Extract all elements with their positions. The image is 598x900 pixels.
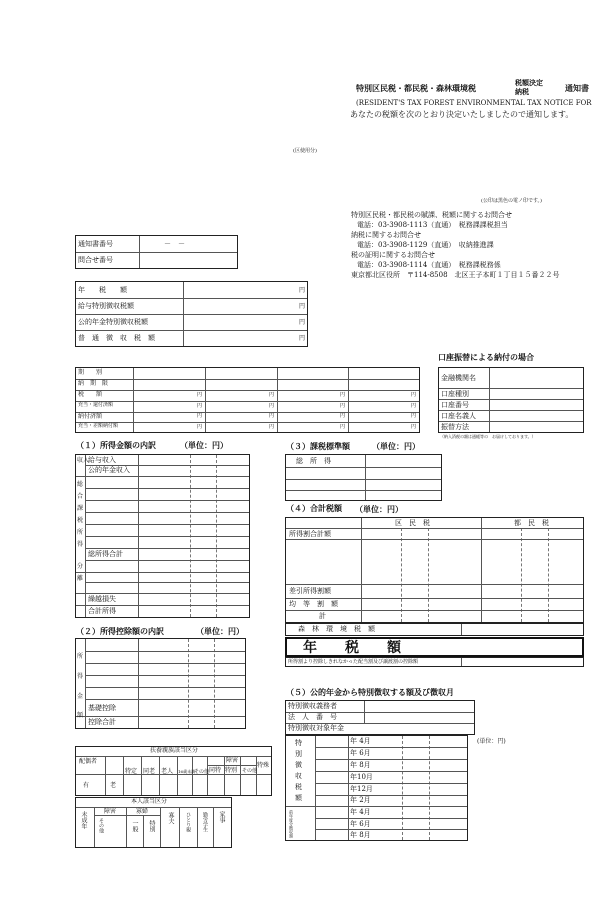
- disabled-label: 障害: [104, 808, 117, 815]
- personal-table: [75, 797, 232, 848]
- target-pension-label: 特別徴収対象年金: [288, 724, 344, 732]
- account-holder-label: 口座名義人: [441, 412, 476, 420]
- title-stack-bottom: 納税: [515, 87, 529, 96]
- tax-base-unit: （単位：円）: [372, 442, 420, 451]
- income-side-label: 得: [77, 541, 84, 548]
- account-type-label: 口座種別: [441, 390, 469, 398]
- yen-unit: 円: [411, 403, 417, 409]
- yen-unit: 円: [269, 413, 275, 419]
- pension-title: （５）公的年金から特別徴収する額及び徴収月: [286, 688, 454, 697]
- pension-header-table: [285, 700, 475, 735]
- other-label: その他: [194, 769, 210, 775]
- period-label: 期 別: [78, 369, 103, 376]
- yen-unit: 円: [197, 413, 203, 419]
- account-number-label: 口座番号: [441, 401, 469, 409]
- total-income-label: 総所得合計: [88, 550, 123, 558]
- transfer-method-label: 振替方法: [441, 423, 469, 431]
- ward-use-label: (区使用分): [293, 148, 317, 154]
- contact-line: 電話：03-3908-1129（直通） 収納推進課: [357, 241, 494, 249]
- corporate-number-label: 法 人 番 号: [288, 713, 337, 721]
- pension-side-label: 徴: [295, 761, 302, 769]
- pension-side-label: 額: [295, 794, 302, 802]
- deductions-unit: （単位：円）: [196, 627, 244, 636]
- month-label: 年 8月: [350, 831, 371, 839]
- income-table: [75, 454, 250, 618]
- yen-unit: 円: [269, 424, 275, 430]
- dividend-deduction-label: 所得割より控除しきれなかった配当割及び譲渡割の控除額: [288, 659, 419, 665]
- salary-withholding-label: 給与特別徴収税額: [78, 302, 134, 310]
- total-tax-unit: （単位：円）: [355, 505, 403, 514]
- yen-unit: 円: [299, 319, 306, 326]
- special-label: 特別: [225, 767, 238, 774]
- tax-amount-label: 税 額: [78, 391, 103, 398]
- dividend-deduction-row: [285, 657, 584, 667]
- deductions-side-label: 得: [77, 673, 84, 680]
- month-label: 年 4月: [350, 737, 371, 745]
- title-notice: 通知書: [565, 83, 589, 93]
- deductions-side-label: 所: [77, 653, 84, 660]
- seal-note: (公印は黒色の電ノ印です。): [481, 198, 543, 204]
- total-tax-title: （４）合計税額: [286, 504, 342, 513]
- contact-line: 特別区民税・都民税の賦課、税額に関するお問合せ: [351, 211, 512, 219]
- yen-unit: 円: [340, 392, 346, 398]
- disability-label: 障害: [226, 757, 239, 764]
- minor-label: 未成年: [80, 811, 87, 829]
- deductions-title: （２）所得控除額の内訳: [76, 627, 164, 636]
- contact-line: 税の証明に関するお問合せ: [351, 251, 435, 259]
- contact-line: 電話：03-3908-1114（直通） 税務課税務係: [357, 261, 501, 269]
- income-side-label: 所: [77, 529, 84, 536]
- pension-withholding-label: 公的年金特別徴収税額: [78, 318, 148, 326]
- yen-unit: 円: [299, 287, 306, 294]
- tax-base-table: [285, 454, 442, 501]
- forest-tax-label: 森 林 環 境 税 額: [298, 625, 375, 633]
- month-label: 年10月: [350, 773, 373, 781]
- income-side-label: 収入: [77, 457, 90, 464]
- net-income-levy-label: 差引所得割額: [289, 587, 331, 595]
- month-label: 年 6月: [350, 820, 371, 828]
- under16-label: 16歳未満: [178, 769, 196, 774]
- deductions-side-label: 額: [77, 712, 84, 719]
- income-levy-total-label: 所得割合計額: [289, 530, 331, 538]
- pension-months-table: [285, 735, 468, 841]
- inquiry-number-label: 問合せ番号: [78, 256, 113, 264]
- month-label: 年 2月: [350, 796, 371, 804]
- tax-base-title: （３）課税標準額: [286, 442, 350, 451]
- bank-name-label: 金融機関名: [441, 374, 476, 382]
- month-label: 年 4月: [350, 808, 371, 816]
- pension-income-label: 公的年金収入: [88, 466, 130, 474]
- notice-info-table: [75, 235, 238, 269]
- dependents-title: 扶養親族該当区分: [150, 747, 199, 754]
- yen-unit: 円: [197, 403, 203, 409]
- total-income-base-label: 総 所 得: [296, 457, 331, 465]
- tax-summary-table: [75, 281, 308, 347]
- metro-tax-header: 都 民 税: [514, 519, 549, 527]
- income-side-label: 総: [77, 481, 84, 488]
- yen-unit: 円: [340, 424, 346, 430]
- basic-deduction-label: 基礎控除: [88, 704, 116, 712]
- widower-label: 寡夫: [167, 812, 174, 824]
- other-personal-label: その他: [98, 818, 104, 833]
- bank-footnote: （納入済税の額は通帳等の お届けしております。）: [440, 434, 536, 439]
- annual-tax-big-label: 年 税 額: [303, 640, 401, 656]
- installment-table: [75, 367, 420, 433]
- yen-unit: 円: [340, 403, 346, 409]
- subtitle-jp: あなたの税額を次のとおり決定いたしましたので通知します。: [350, 110, 574, 119]
- bank-title: 口座振替による納付の場合: [438, 353, 534, 362]
- yen-unit: 円: [411, 424, 417, 430]
- notice-number-value: － －: [164, 240, 185, 248]
- pension-side-label: 収: [295, 772, 302, 780]
- withholding-agent-label: 特別徴収義務者: [288, 702, 337, 710]
- general-label: 一般: [131, 820, 138, 832]
- personal-title: 本人該当区分: [131, 798, 168, 805]
- has-label: 有: [83, 782, 90, 789]
- contact-line: 納税に関するお問合せ: [351, 231, 421, 239]
- deductions-table: [75, 638, 246, 729]
- refund-label: 充当・還付済額: [78, 402, 114, 408]
- deduction-total-label: 控除合計: [88, 718, 116, 726]
- pension-side-label: 税: [295, 783, 302, 791]
- paid-label: 納付済額: [78, 413, 103, 420]
- yen-unit: 円: [269, 403, 275, 409]
- annual-tax-row: [285, 637, 584, 657]
- title-stack-top: 税額決定: [515, 78, 543, 87]
- month-label: 年 8月: [350, 761, 371, 769]
- income-side-label: 分: [77, 563, 84, 570]
- elderly-person-label: 老人: [161, 768, 174, 775]
- carryover-loss-label: 繰越損失: [88, 595, 116, 603]
- cohabiting-elderly-label: 同老: [143, 768, 156, 775]
- widow-label: 寡婦: [136, 808, 149, 815]
- single-parent-label: ひとり親: [185, 812, 191, 832]
- subtitle-en: (RESIDENT'S TAX FOREST ENVIRONMENTAL TAX NOTICE FOR: [356, 99, 592, 107]
- contact-line: 電話：03-3908-1113（直通） 税務課課税担当: [357, 221, 508, 229]
- total-income-sum-label: 合計所得: [88, 607, 116, 615]
- title-main: 特別区民税・都民税・森林環境税: [356, 83, 476, 93]
- month-label: 年 6月: [350, 749, 371, 757]
- bank-table: [438, 367, 584, 433]
- month-label: 年12月: [350, 785, 373, 793]
- yen-unit: 円: [197, 424, 203, 430]
- due-date-label: 納 期 限: [78, 380, 109, 387]
- annual-tax-label: 年 税 額: [78, 286, 127, 294]
- yen-unit: 円: [411, 392, 417, 398]
- working-student-label: 勤労学生: [202, 812, 208, 832]
- pension-unit-note: (単位：円): [477, 738, 506, 745]
- special-category-label: 特殊: [257, 762, 270, 769]
- other-disability-label: その他: [242, 768, 258, 774]
- forest-tax-row: [285, 623, 584, 636]
- special-widow-label: 特別: [148, 820, 155, 832]
- pension-side-label: 別: [295, 750, 302, 758]
- prior-year-label: 前年度分徴収額: [289, 810, 294, 838]
- deductions-side-label: 金: [77, 693, 84, 700]
- income-unit: （単位：円）: [180, 441, 228, 450]
- yen-unit: 円: [299, 335, 306, 342]
- household-label: 家事: [218, 811, 225, 823]
- yen-unit: 円: [340, 413, 346, 419]
- income-side-label: 合: [77, 493, 84, 500]
- income-side-label: 離: [77, 575, 84, 582]
- specified-label: 特定: [125, 768, 138, 775]
- per-capita-levy-label: 均 等 割 額: [289, 600, 338, 608]
- balance-label: 充当・差額納付額: [78, 423, 119, 429]
- income-side-label: 課: [77, 505, 84, 512]
- ordinary-collection-label: 普 通 徴 収 税 額: [78, 334, 155, 342]
- yen-unit: 円: [197, 392, 203, 398]
- salary-income-label: 給与収入: [88, 456, 116, 464]
- spouse-label: 配偶者: [79, 758, 98, 765]
- cohabiting-special-label: 同特: [209, 767, 222, 774]
- income-side-label: 税: [77, 517, 84, 524]
- subtotal-label: 計: [319, 612, 326, 620]
- pension-side-label: 特: [295, 739, 302, 747]
- yen-unit: 円: [269, 392, 275, 398]
- yen-unit: 円: [299, 303, 306, 310]
- income-title: （１）所得金額の内訳: [76, 441, 156, 450]
- contact-line: 東京都北区役所 〒114-8508 北区王子本町１丁目１５番２２号: [351, 271, 560, 279]
- ward-tax-header: 区 民 税: [395, 519, 430, 527]
- total-tax-table: [285, 517, 584, 623]
- elderly-label: 老: [110, 782, 117, 789]
- dependents-table: [75, 746, 272, 796]
- notice-number-label: 通知書番号: [78, 240, 113, 248]
- yen-unit: 円: [411, 413, 417, 419]
